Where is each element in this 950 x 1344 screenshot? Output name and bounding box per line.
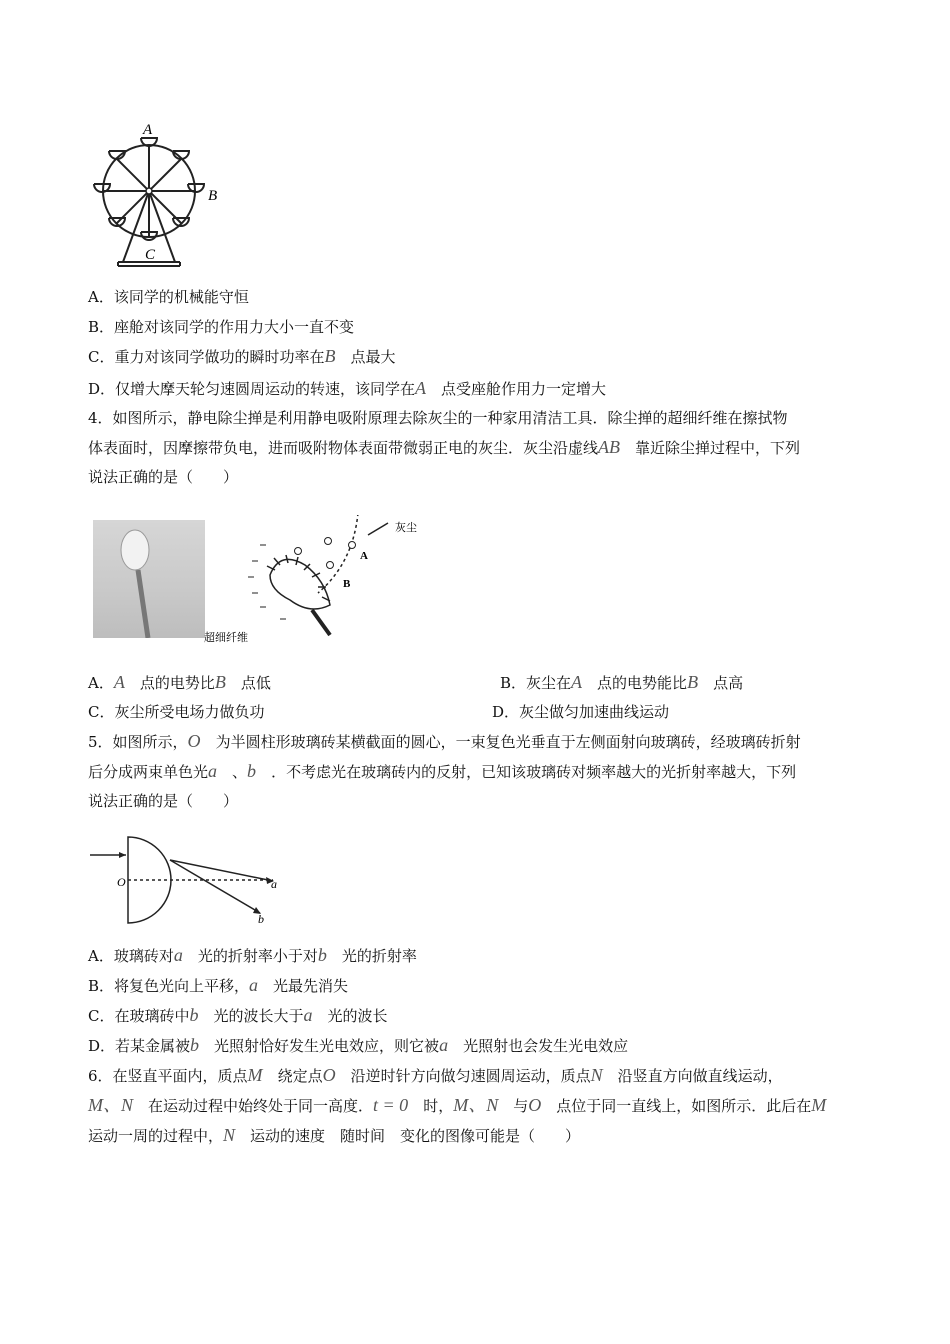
semicircle-glass-figure — [88, 835, 288, 925]
q4-option-b: B．灰尘在A 点的电势能比B 点高 — [500, 672, 744, 692]
label-A: A — [143, 122, 153, 138]
q6-stem-line2: M、N 在运动过程中始终处于同一高度．t = 0 时，M、N 与O 点位于同一直线上，如图所示．此后在M — [88, 1095, 827, 1115]
q4-stem-line3: 说法正确的是（ ） — [88, 468, 239, 486]
duster-photo — [93, 520, 205, 638]
q3-option-a: A．该同学的机械能守恒 — [88, 288, 249, 306]
q5-option-b: B．将复色光向上平移，a 光最先消失 — [88, 975, 349, 995]
q4-stem-line1: 4．如图所示，静电除尘掸是利用静电吸附原理去除灰尘的一种家用清洁工具．除尘掸的超细纤维在擦拭物 — [88, 409, 788, 427]
point-B-label: B — [343, 578, 351, 590]
fig-a-label: a — [271, 877, 277, 891]
q4-option-c: C．灰尘所受电场力做负功 — [88, 703, 265, 721]
fig-b-label: b — [258, 912, 264, 925]
dust-label: 灰尘 — [395, 522, 417, 534]
q5-option-a: A．玻璃砖对a 光的折射率小于对b 光的折射率 — [88, 945, 417, 965]
point-A-label: A — [360, 550, 368, 562]
q5-option-c: C．在玻璃砖中b 光的波长大于a 光的波长 — [88, 1005, 388, 1025]
q6-stem-line3: 运动一周的过程中，N 运动的速度 随时间 变化的图像可能是（ ） — [88, 1125, 581, 1145]
q4-option-a: A．A 点的电势比B 点低 — [88, 672, 271, 692]
q5-option-d: D．若某金属被b 光照射恰好发生光电效应，则它被a 光照射也会发生光电效应 — [88, 1035, 629, 1055]
q4-option-d: D．灰尘做匀加速曲线运动 — [492, 703, 670, 721]
q5-stem-line2: 后分成两束单色光a 、b ．不考虑光在玻璃砖内的反射，已知该玻璃砖对频率越大的光折射率越大，下列 — [88, 761, 797, 781]
q3-option-b: B．座舱对该同学的作用力大小一直不变 — [88, 318, 355, 336]
q3-option-d: D．仅增大摩天轮匀速圆周运动的转速，该同学在A 点受座舱作用力一定增大 — [88, 378, 607, 398]
label-C: C — [145, 247, 156, 263]
fig-O-label: O — [117, 875, 126, 889]
q5-stem-line3: 说法正确的是（ ） — [88, 792, 239, 810]
label-B: B — [208, 188, 218, 204]
q6-stem-line1: 6．在竖直平面内，质点M 绕定点O 沿逆时针方向做匀速圆周运动，质点N 沿竖直方向做直线运动， — [88, 1065, 783, 1085]
q5-stem-line1: 5．如图所示，O 为半圆柱形玻璃砖某横截面的圆心，一束复色光垂直于左侧面射向玻璃砖，经玻璃砖折射 — [88, 731, 801, 751]
ferris-wheel-figure — [88, 118, 228, 270]
fiber-label: 超细纤维 — [204, 632, 248, 644]
duster-sketch — [200, 515, 430, 645]
q4-stem-line2: 体表面时，因摩擦带负电，进而吸附物体表面带微弱正电的灰尘．灰尘沿虚线AB 靠近除尘掸过程中，下列 — [88, 437, 801, 457]
q3-option-c: C．重力对该同学做功的瞬时功率在B 点最大 — [88, 346, 396, 366]
